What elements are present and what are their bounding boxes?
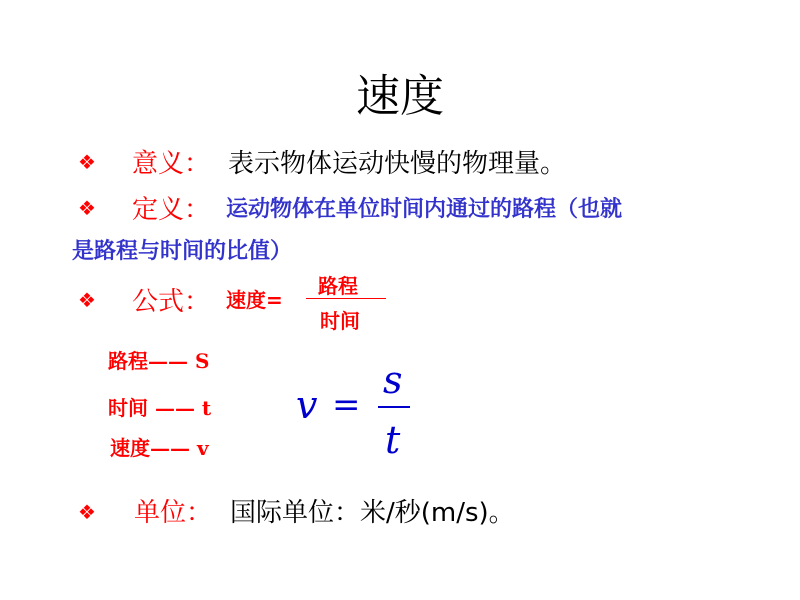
bullet-icon: ❖ (78, 500, 96, 524)
definition-label: 定义： (132, 195, 211, 225)
definition-text-line1: 运动物体在单位时间内通过的路程（也就 (226, 197, 623, 222)
variable-speed: 速度—— v (110, 436, 209, 460)
math-equals: = (332, 385, 361, 425)
variable-time: 时间 —— t (108, 396, 212, 420)
formula-numerator: 路程 (318, 274, 358, 298)
math-t: t (385, 418, 401, 462)
meaning-label: 意义： (132, 149, 211, 179)
unit-text: 国际单位：米/秒(m/s)。 (230, 498, 515, 528)
unit-label: 单位： (134, 498, 213, 528)
fraction-bar (306, 298, 386, 299)
formula-lhs: 速度= (226, 288, 283, 312)
bullet-icon: ❖ (78, 150, 96, 174)
variable-distance: 路程—— S (108, 349, 210, 373)
definition-text-line2: 是路程与时间的比值） (72, 239, 293, 264)
bullet-icon: ❖ (78, 288, 96, 312)
formula-denominator: 时间 (320, 309, 360, 333)
math-s: s (383, 358, 403, 402)
math-fraction-bar (378, 406, 410, 408)
meaning-text: 表示物体运动快慢的物理量。 (228, 149, 567, 179)
bullet-icon: ❖ (78, 196, 96, 220)
formula-label: 公式： (132, 287, 211, 317)
page-title: 速度 (356, 71, 444, 122)
math-v: v (296, 383, 318, 427)
